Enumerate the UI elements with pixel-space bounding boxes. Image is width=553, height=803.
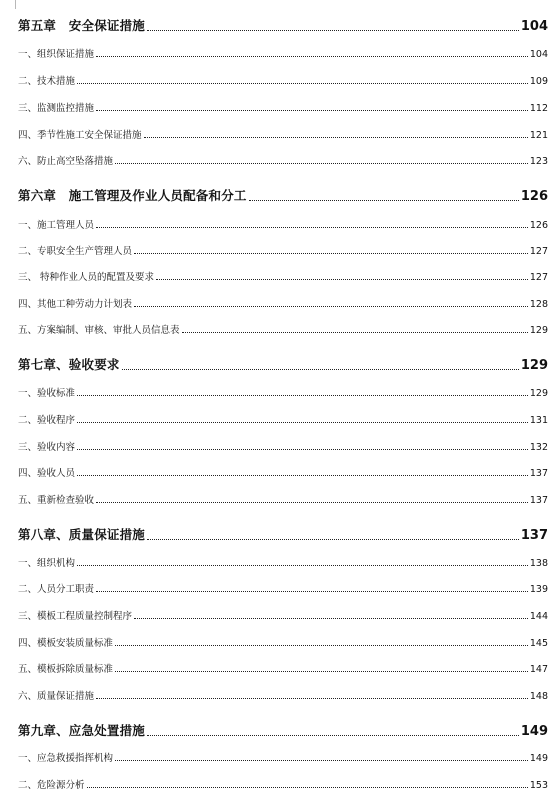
- toc-entry-title: 第九章、应急处置措施: [18, 723, 146, 738]
- dot-leader: [144, 137, 528, 138]
- dot-leader: [96, 698, 528, 699]
- toc-page-number: 129: [520, 358, 548, 373]
- toc-chapter-entry[interactable]: [18, 186, 548, 204]
- toc-page-number: 112: [529, 103, 548, 114]
- toc-page-number: 137: [529, 495, 548, 506]
- toc-entry-title: 三、验收内容: [18, 442, 76, 453]
- toc-entry-title: 六、质量保证措施: [18, 691, 95, 702]
- dot-leader: [77, 475, 528, 476]
- toc-section-entry[interactable]: [18, 100, 548, 114]
- toc-page-number: 149: [520, 724, 548, 739]
- toc-page-number: 104: [520, 19, 548, 34]
- toc-section-entry[interactable]: [18, 492, 548, 506]
- toc-entry-title: 二、危险源分析: [18, 780, 85, 791]
- toc-page-number: 104: [529, 49, 548, 60]
- toc-page-number: 149: [529, 753, 548, 764]
- toc-entry-title: 一、应急救援指挥机构: [18, 753, 114, 764]
- toc-page-number: 128: [529, 299, 548, 310]
- dot-leader: [182, 332, 528, 333]
- toc-chapter-entry[interactable]: [18, 16, 548, 34]
- toc-section-entry[interactable]: [18, 661, 548, 675]
- dot-leader: [134, 306, 528, 307]
- toc-section-entry[interactable]: [18, 750, 548, 764]
- toc-page-number: 127: [529, 272, 548, 283]
- toc-section-entry[interactable]: [18, 243, 548, 257]
- dot-leader: [115, 645, 528, 646]
- dot-leader: [77, 449, 528, 450]
- toc-page-number: 137: [529, 468, 548, 479]
- toc-page-number: 138: [529, 558, 548, 569]
- dot-leader: [115, 760, 528, 761]
- toc-section-entry[interactable]: [18, 385, 548, 399]
- toc-page-number: 126: [520, 189, 548, 204]
- dot-leader: [77, 565, 528, 566]
- toc-entry-title: 三、模板工程质量控制程序: [18, 611, 133, 622]
- toc-section-entry[interactable]: [18, 46, 548, 60]
- dot-leader: [87, 787, 528, 788]
- toc-section-entry[interactable]: [18, 296, 548, 310]
- toc-entry-title: 六、防止高空坠落措施: [18, 156, 114, 167]
- toc-section-entry[interactable]: [18, 581, 548, 595]
- dot-leader: [147, 735, 519, 736]
- toc-entry-title: 五、方案编制、审核、审批人员信息表: [18, 325, 180, 336]
- dot-leader: [96, 56, 528, 57]
- toc-entry-title: 二、专职安全生产管理人员: [18, 246, 133, 257]
- dot-leader: [96, 227, 528, 228]
- dot-leader: [134, 618, 528, 619]
- toc-section-entry[interactable]: [18, 153, 548, 167]
- toc-page-number: 129: [529, 325, 548, 336]
- toc-chapter-entry[interactable]: [18, 355, 548, 373]
- dot-leader: [122, 369, 519, 370]
- toc-page-number: 109: [529, 76, 548, 87]
- toc-entry-title: 二、人员分工职责: [18, 584, 95, 595]
- dot-leader: [147, 539, 519, 540]
- dot-leader: [134, 253, 528, 254]
- dot-leader: [115, 163, 528, 164]
- toc-entry-title: 第六章 施工管理及作业人员配备和分工: [18, 188, 247, 203]
- toc-section-entry[interactable]: [18, 465, 548, 479]
- dot-leader: [77, 395, 528, 396]
- toc-page-number: 121: [529, 130, 548, 141]
- toc-entry-title: 二、验收程序: [18, 415, 76, 426]
- toc-entry-title: 四、其他工种劳动力计划表: [18, 299, 133, 310]
- toc-entry-title: 一、施工管理人员: [18, 220, 95, 231]
- dot-leader: [96, 502, 528, 503]
- toc-entry-title: 第五章 安全保证措施: [18, 18, 146, 33]
- toc-page-number: 137: [520, 528, 548, 543]
- toc-entry-title: 第七章、验收要求: [18, 357, 120, 372]
- toc-entry-title: 三、监测监控措施: [18, 103, 95, 114]
- toc-entry-title: 三、 特种作业人员的配置及要求: [18, 272, 155, 283]
- toc-page-number: 129: [529, 388, 548, 399]
- toc-entry-title: 一、验收标准: [18, 388, 76, 399]
- page-corner-mark: [15, 0, 16, 9]
- toc-entry-title: 四、验收人员: [18, 468, 76, 479]
- toc-page-number: 123: [529, 156, 548, 167]
- dot-leader: [156, 279, 528, 280]
- toc-page-number: 139: [529, 584, 548, 595]
- toc-section-entry[interactable]: [18, 412, 548, 426]
- toc-page-number: 148: [529, 691, 548, 702]
- toc-section-entry[interactable]: [18, 608, 548, 622]
- toc-entry-title: 第八章、质量保证措施: [18, 527, 146, 542]
- dot-leader: [115, 671, 528, 672]
- dot-leader: [77, 422, 528, 423]
- toc-page-number: 147: [529, 664, 548, 675]
- toc-page-number: 145: [529, 638, 548, 649]
- toc-section-entry[interactable]: [18, 439, 548, 453]
- toc-section-entry[interactable]: [18, 269, 548, 283]
- dot-leader: [147, 30, 519, 31]
- toc-entry-title: 四、季节性施工安全保证措施: [18, 130, 142, 141]
- toc-section-entry[interactable]: [18, 322, 548, 336]
- toc-page-number: 144: [529, 611, 548, 622]
- toc-section-entry[interactable]: [18, 688, 548, 702]
- toc-entry-title: 一、组织保证措施: [18, 49, 95, 60]
- toc-section-entry[interactable]: [18, 635, 548, 649]
- toc-section-entry[interactable]: [18, 127, 548, 141]
- dot-leader: [249, 200, 519, 201]
- toc-entry-title: 一、组织机构: [18, 558, 76, 569]
- toc-page-number: 153: [529, 780, 548, 791]
- toc-section-entry[interactable]: [18, 555, 548, 569]
- toc-entry-title: 四、模板安装质量标准: [18, 638, 114, 649]
- toc-chapter-entry[interactable]: [18, 525, 548, 543]
- toc-page-number: 126: [529, 220, 548, 231]
- toc-section-entry[interactable]: [18, 73, 548, 87]
- toc-page-number: 131: [529, 415, 548, 426]
- dot-leader: [96, 110, 528, 111]
- toc-entry-title: 五、重新检查验收: [18, 495, 95, 506]
- toc-section-entry[interactable]: [18, 777, 548, 791]
- toc-page-number: 132: [529, 442, 548, 453]
- toc-entry-title: 五、模板拆除质量标准: [18, 664, 114, 675]
- dot-leader: [77, 83, 528, 84]
- toc-entry-title: 二、技术措施: [18, 76, 76, 87]
- toc-chapter-entry[interactable]: [18, 721, 548, 739]
- dot-leader: [96, 591, 528, 592]
- toc-section-entry[interactable]: [18, 217, 548, 231]
- toc-page-number: 127: [529, 246, 548, 257]
